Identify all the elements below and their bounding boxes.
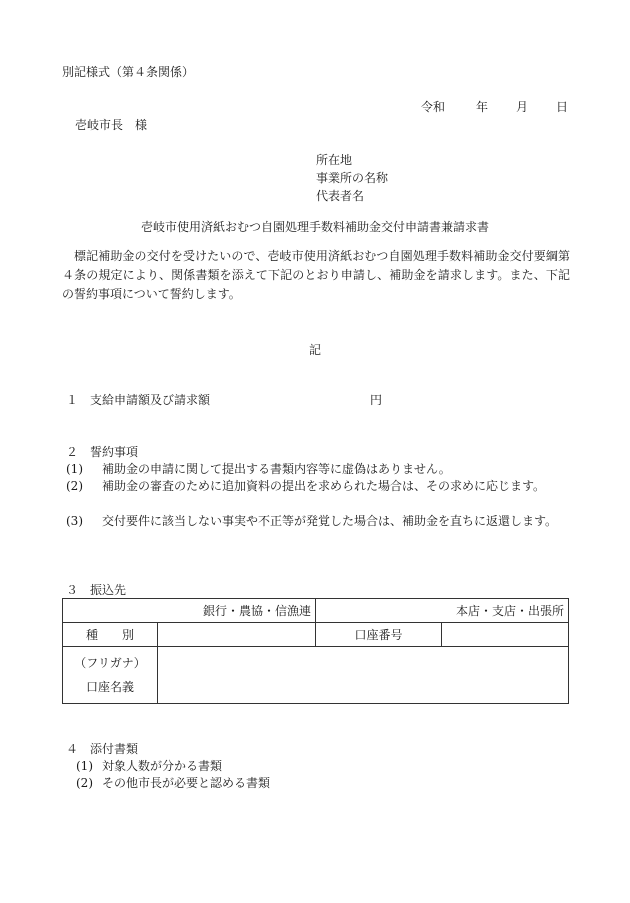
attachment-item bbox=[76, 758, 580, 775]
branch-name-cell[interactable] bbox=[316, 599, 569, 623]
pledge-item bbox=[66, 461, 570, 478]
ki-heading: 記 bbox=[308, 343, 321, 357]
pledge-item bbox=[66, 478, 570, 512]
pledge-number: (3) bbox=[66, 514, 83, 528]
addressee: 壱岐市長 様 bbox=[75, 118, 148, 132]
date-year: 年 bbox=[476, 100, 489, 114]
pledge-number: (2) bbox=[66, 479, 83, 493]
form-label: 別記様式（第４条関係） bbox=[62, 65, 195, 79]
section2-heading: ２ 誓約事項 bbox=[66, 445, 139, 459]
pledge-text: 補助金の申請に関して提出する書類内容等に虚偽はありません。 bbox=[102, 462, 451, 476]
pledge-text: 補助金の審査のために追加資料の提出を求められた場合は、その求めに応じます。 bbox=[102, 479, 546, 493]
pledge-number: (1) bbox=[66, 462, 83, 476]
section4-heading: ４ 添付書類 bbox=[66, 742, 139, 756]
bank-account-table bbox=[62, 598, 569, 704]
section1-unit: 円 bbox=[370, 393, 383, 407]
intro-paragraph: 標記補助金の交付を受けたいので、壱岐市使用済紙おむつ自園処理手数料補助金交付要綱第４条の規定により、関係書類を添えて下記のとおり申請し、補助金を請求します。また、下記の誓約事項について誓約します。 bbox=[62, 249, 570, 301]
pledge-item bbox=[66, 513, 570, 547]
section1-label: １ 支給申請額及び請求額 bbox=[66, 393, 211, 407]
date-era: 令和 bbox=[421, 100, 446, 114]
branch-suffix: 本店・支店・出張所 bbox=[456, 604, 565, 618]
bank-suffix: 銀行・農協・信漁連 bbox=[203, 604, 312, 618]
attachment-number: (2) bbox=[76, 776, 93, 790]
attachment-text: 対象人数が分かる書類 bbox=[102, 759, 223, 773]
account-holder-label-cell bbox=[63, 647, 158, 704]
account-type-field[interactable] bbox=[158, 623, 316, 647]
account-type-label: 種 別 bbox=[63, 623, 158, 647]
account-number-field[interactable] bbox=[442, 623, 569, 647]
account-holder-field[interactable] bbox=[158, 647, 569, 704]
furigana-label: （フリガナ） bbox=[74, 656, 146, 670]
applicant-business-label: 事業所の名称 bbox=[316, 171, 389, 185]
attachment-item bbox=[76, 775, 580, 792]
attachment-number: (1) bbox=[76, 759, 93, 773]
applicant-representative-label: 代表者名 bbox=[316, 189, 365, 203]
section3-heading: ３ 振込先 bbox=[66, 583, 127, 597]
account-holder-label: 口座名義 bbox=[85, 680, 134, 694]
applicant-address-label: 所在地 bbox=[316, 153, 353, 167]
attachment-text: その他市長が必要と認める書類 bbox=[102, 776, 271, 790]
pledge-text: 交付要件に該当しない事実や不正等が発覚した場合は、補助金を直ちに返還します。 bbox=[102, 514, 558, 528]
bank-name-cell[interactable] bbox=[63, 599, 316, 623]
date-month: 月 bbox=[516, 100, 529, 114]
date-day: 日 bbox=[556, 100, 569, 114]
account-number-label: 口座番号 bbox=[316, 623, 442, 647]
document-title: 壱岐市使用済紙おむつ自園処理手数料補助金交付申請書兼請求書 bbox=[140, 220, 489, 234]
